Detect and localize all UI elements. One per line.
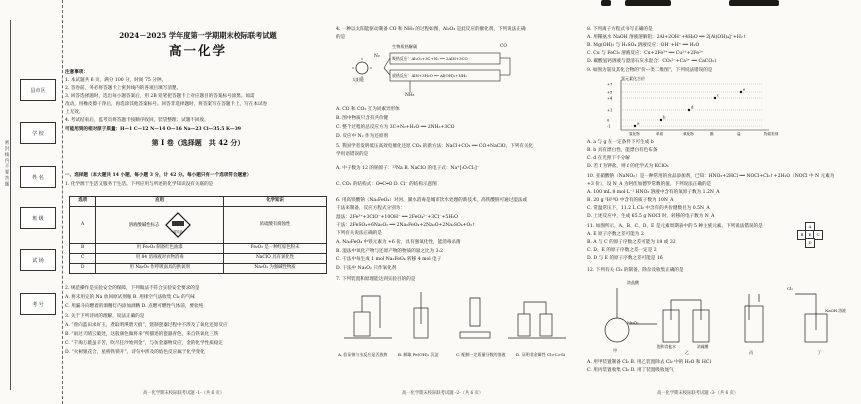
question-line: D. 碳酸氢钙溶液与澄清石灰水混合：CO₃²⁻+Ca²⁺ ══ CaCO₃↓ <box>587 59 718 64</box>
question-line: D. “火树银花合，星桥铁锁开”，诗句中涉及的焰色反应属于化学变化 <box>65 350 205 355</box>
table-cell: 用 84 消毒液对衣物消毒 <box>96 254 224 264</box>
q7-option: C. 配制一定质量分数的溶液 <box>456 352 506 357</box>
diagram-label: 生物质热解碳 <box>392 44 418 49</box>
chart-point <box>660 119 662 121</box>
corrosive-pictogram-icon <box>165 212 191 238</box>
question-9-valence-chart <box>603 76 779 136</box>
diagram-step: 吸热反应：Al₂O₃+3C+N₂ ══ 2AlN+3CO <box>392 56 468 61</box>
question-line: 6. 用高铁酸钠（Na₂FeO₄）对河、湖水消毒是城市饮水处理的新技术，高铁酸钠可通过湿法或 <box>336 198 528 203</box>
binding-strip <box>0 0 63 404</box>
grid-cell: A <box>805 222 815 232</box>
q7-option: D. 证明非金属性 Cl>C>Si <box>516 352 566 357</box>
question-line: 2. 规范操作是实验安全的保障，下列做法不符合实验安全要求的是 <box>65 286 200 291</box>
chart-tick-label: -1 <box>607 124 611 129</box>
question-line: 10. 亚硝酸钠（NaNO₂）是一种常用的食品添加剂，已知：HNO₂+2HCl ══ NOCl+Cl₂↑+2H₂O（NOCl 中 N 元素为 <box>587 174 835 179</box>
table-row <box>70 207 327 244</box>
page-footer: 高一化学期末校际联考试题 -1-（共 6 页） <box>143 391 225 396</box>
table-header: 应用 <box>96 197 224 207</box>
svg-text:腐蚀品: 腐蚀品 <box>172 230 183 234</box>
table-header: 化学知识 <box>224 197 327 207</box>
page-footer: 高一化学期末校际联考试题 -2-（共 6 页） <box>402 391 484 396</box>
apparatus-label: 浓硫酸 <box>697 344 709 349</box>
question-line: B. 20 g ¹H¹⁸O 中含有的质子数为 10N_A <box>587 198 674 203</box>
question-line: C. CO₂ 的结构式：O═C═O D. Cl⁻ 的结构示意图 <box>336 182 437 187</box>
grid-cell: E <box>805 230 815 240</box>
notes-heading: 注意事项： <box>65 70 88 75</box>
apparatus-label: 丙 <box>749 350 754 355</box>
question-line: A. CO 和 CO₂ 互为同素异形体 <box>336 107 400 112</box>
part1-intro: 一、选择题（本大题共 14 小题，每小题 3 分，计 42 分。每小题只有一个选项符合题意） <box>65 173 252 178</box>
table-header: 选项 <box>70 197 96 207</box>
chart-point-label: e <box>743 86 746 92</box>
question-line: 8. 下列离子方程式书写正确的是 <box>587 27 653 32</box>
question-line: 干法来制备，反应方程式分别为： <box>336 206 405 211</box>
table-row <box>70 254 327 264</box>
question-line: C. 干法中每生成 1 mol Na₂FeO₄ 转移 4 mol 电子 <box>336 257 442 262</box>
question-line: B. Mg(OH)₂ 与 H₂SO₄ 溶液反应：OH⁻+H⁺ ══ H₂O <box>587 43 700 48</box>
seal-note: 密 封 线 内 不 要 答 题 <box>4 140 9 187</box>
q7-option: A. 验证钠与水反应是否放热 <box>338 352 388 357</box>
question-line: A. E 原子序数之差可能为 2 <box>587 232 644 237</box>
diagram-label: N₂ <box>374 54 380 59</box>
question-line: A. 100 mL 8 mol·L⁻¹ HNO₂ 溶液中含有的氧原子数为 1.2N_A <box>587 190 720 195</box>
note-line: 1. 本试题共 6 页，满分 100 分，时间 75 分钟。 <box>65 78 167 83</box>
question-line: D. D 与 E 的原子序数之差可能是 16 <box>587 256 663 261</box>
table-cell: Na₂O₂ 为强碱性物质 <box>224 264 327 274</box>
grid-cell: B <box>797 230 807 240</box>
table-row <box>70 264 327 274</box>
question-1-table <box>69 196 327 274</box>
chart-tick-label: 0 <box>607 118 610 123</box>
question-1-stem: 1. 化学源于生活又服务于生活。下列应用与所述的化学知识没有关联的是 <box>65 182 214 187</box>
question-line: A. Na₂FeO₄ 中铁元素为 +6 价，具有强氧化性，能消毒杀菌 <box>336 240 461 245</box>
chart-point-label: d <box>691 104 694 110</box>
question-line: B. “雨过天晴云破处，这般颜色做将来”所描述的瓷器青色，来自铁氧化三铁 <box>65 332 219 337</box>
apparatus-label: Cl₂ <box>787 286 793 291</box>
question-line: 的是 <box>336 35 346 40</box>
question-12-apparatus <box>597 280 847 356</box>
apparatus-label: NaOH 溶液 <box>825 308 846 313</box>
diagram-label: NH₃ <box>405 93 415 98</box>
page-1 <box>65 0 331 404</box>
question-line: C. 用丙装置收集 Cl₂ D. 用丁装置吸收尾气 <box>587 368 674 373</box>
question-line: A. 中子数为 12 的钠原子：²³Na B. NaClO 的电子式：Na⁺[:O:Cl:]⁻ <box>336 166 480 171</box>
chart-category-label: 盐 <box>737 132 741 136</box>
scan-mark <box>601 0 611 6</box>
question-line: 9. 如图为氯及其化合物的“价—类二维图”，下列说法错误的是 <box>587 68 713 73</box>
question-line: 干法：2FeSO₄+6Na₂O₂ ══ 2Na₂FeO₄+2Na₂O+2Na₂SO₄+O₂↑ <box>336 223 476 228</box>
note-line: 4. 考试结束后，监考员将答题卡按顺序收回，装袋整理；试题不回收。 <box>65 118 209 123</box>
page-2 <box>336 0 580 404</box>
table-cell: A <box>70 207 96 244</box>
chart-tick-label: +4 <box>607 96 613 101</box>
question-line: 湿法：2Fe³⁺+3ClO⁻+10OH⁻ ══ 2FeO₄²⁻+3Cl⁻+5H₂O <box>336 215 458 220</box>
question-line: C. d 在光照下不分解 <box>587 156 630 161</box>
question-line: 11. 如图所示，A、B、C、D、E 是元素周期表中的 5 种主族元素，下列说法错误的是 <box>587 224 763 229</box>
note-line: 上无效。 <box>65 110 84 115</box>
grid-cell: C <box>813 230 823 240</box>
apparatus-label: 饱和食盐水 <box>657 344 676 349</box>
field-examno[interactable]: 考 号 <box>20 293 56 315</box>
question-line: 学用语错误的是 <box>336 152 369 157</box>
question-line: 7. 下列装置和原理能达到实验目的的是 <box>336 277 416 282</box>
chart-point-label: b <box>663 114 666 120</box>
chart-point <box>634 125 636 127</box>
chart-point <box>688 109 690 111</box>
table-cell: 浓硫酸有腐蚀性 <box>224 207 327 244</box>
question-line: D. 干法中 Na₂O₂ 只作氧化剂 <box>336 266 397 271</box>
q7-option: B. 制取 Fe(OH)₂ 沉淀 <box>398 352 439 357</box>
question-line: D. 若 f 为钾盐，则 f 的化学式为 KClO₃ <box>587 164 669 169</box>
field-school[interactable]: 学 校 <box>20 122 56 144</box>
question-4-diagram <box>350 44 514 102</box>
question-line: B. A 与 C 的原子序数之差可能为 18 或 32 <box>587 240 676 245</box>
exam-title: 2024－2025 学年度第一学期期末校际联考试题 <box>119 31 277 40</box>
note-line: 改动，用橡皮擦干净后，再选涂其他答案标号。回答非选择题时，将答案写在答题卡上，写在本试卷 <box>65 102 268 107</box>
chart-category-label: 单质 <box>656 132 664 136</box>
chart-point-label: a <box>637 120 640 126</box>
question-line: 5. 我国学者发明低压高效电催化还原 CO₂ 的新方法：NaCl+CO₂ ══ CO+NaClO。下列有关化 <box>336 144 534 149</box>
question-line: C. 用漏斗向燃着的酒精灯内添加酒精 D. 点燃可燃性气体前，要验纯 <box>65 304 204 309</box>
question-line: C. 整个过程的总反应方为 3C+N₂+H₂O ══ 2NH₃+3CO <box>336 125 455 130</box>
question-line: A. “曾向蓝田求好玉，煮取明瑛碧天痕”，烧制瓷器过程中不涉及了氧化还原反应 <box>65 323 228 328</box>
chart-point <box>714 97 716 99</box>
question-line: A. a 与 g 在一定条件下可生成 b <box>587 140 654 145</box>
question-line: C. “千淘万漉虽辛苦，吹尽狂沙始到金”，与仿金器物反应，金的化学性质稳定 <box>65 341 223 346</box>
chart-point <box>740 91 742 93</box>
diagram-label: 太阳能 <box>352 77 364 82</box>
question-line: 下列有关说法正确的是 <box>336 231 382 236</box>
question-7-apparatus <box>340 288 576 350</box>
subject-title: 高一化学 <box>168 43 227 58</box>
scan-mark <box>729 0 779 6</box>
part1-title: 第 Ⅰ 卷（选择题 共 42 分） <box>151 138 245 147</box>
diagram-label: CO <box>500 44 507 49</box>
apparatus-label: MnO₂ <box>627 320 639 325</box>
table-row <box>70 244 327 254</box>
question-line: C. Cu 与 FeCl₃ 溶液反应：Cu+2Fe³⁺ ══ Cu²⁺+2Fe²⁺ <box>587 51 704 56</box>
question-line: B. 图中物质只含有共价键 <box>336 116 389 121</box>
diagram-step: 放热反应：AlN+3H₂O ══ Al(OH)₃+NH₃ <box>392 73 467 78</box>
question-line: 12. 下列有关 Cl₂ 的制备，除杂及收集正确的是 <box>587 268 684 273</box>
table-cell: 用 Fe₂O₃ 制备红色油漆 <box>96 244 224 254</box>
table-cell: B <box>70 244 96 254</box>
field-county[interactable]: 县市区 <box>20 79 56 101</box>
scan-mark <box>625 0 671 6</box>
question-line: +3 价），设 N_A 为阿伏加德罗常数的值，下列说法正确的是 <box>587 182 712 187</box>
chart-category-label: 氧化物 <box>683 132 694 136</box>
apparatus-label: 丁 <box>817 350 822 355</box>
field-class[interactable]: 班 级 <box>20 207 56 229</box>
chart-category-label: 酸 <box>710 132 714 136</box>
chart-category-label: 氢化物 <box>629 132 640 136</box>
apparatus-label: 甲 <box>613 348 618 353</box>
chart-tick-label: +1 <box>607 108 613 113</box>
field-name[interactable]: 姓 名 <box>20 166 56 188</box>
chart-point-label: c <box>717 92 720 98</box>
chart-tick-label: +7 <box>607 82 613 87</box>
question-line: D. 上述反应中，生成 65.5 g NOCl 时，转移的电子数为 N_A <box>587 214 715 219</box>
page-footer: 高一化学期末校际联考试题 -3-（共 6 页） <box>657 391 739 396</box>
question-line: C. 常温常压下，11.2 L Cl₂ 中含有的共价键数目为 0.5N_A <box>587 206 710 211</box>
chart-ylabel: 氯元素化合价 <box>621 76 645 81</box>
field-room[interactable]: 试 场 <box>20 249 56 271</box>
question-line: 4. 一种以太阳能驱动制备 CO 和 NH₃ 的过程如图，Al₂O₃ 是此反应的催化剂，下列说法正确 <box>336 27 526 32</box>
table-cell: C <box>70 254 96 264</box>
question-line: B. 湿法中氧化产物与还原产物的物质的量之比为 3:2 <box>336 249 444 254</box>
note-line: 3. 回答选择题时，选出每小题答案后，用 2B 铅笔把答题卡上对应题目的答案标号涂黑。如需 <box>65 94 255 99</box>
table-cell <box>96 207 224 244</box>
table-cell: 用 Na₂O₂ 作呼吸面具的供氧剂 <box>96 264 224 274</box>
table-cell-text: 溶液酸碱性标志 <box>128 223 160 228</box>
question-line: A. 将未用完的 Na 放回原试剂瓶 B. 用排空气法收集 Cl₂ 的气味 <box>65 295 195 300</box>
apparatus-label: 乙 <box>685 350 690 355</box>
atomic-masses: 可能用到的相对原子质量：H—1 C—12 N—14 O—16 Na—23 Cl—35.5 K—39 <box>65 127 241 132</box>
note-line: 2. 答卷前，务必将答题卡上密封线内的各项目填写清楚。 <box>65 86 182 91</box>
question-line: B. b 具有漂白性，能漂白有色布条 <box>587 148 658 153</box>
question-line: A. 用甲装置制备 Cl₂ B. 用乙装置除去 Cl₂ 中的 H₂O 和 HCl <box>587 360 711 365</box>
chart-tick-label: +5 <box>607 90 613 95</box>
question-line: C. D、E 的原子序数之差一定是 2 <box>587 248 657 253</box>
grid-cell: D <box>805 238 815 248</box>
chart-category-label: 物质类别 <box>764 132 779 136</box>
seal-line <box>10 20 11 390</box>
question-line: D. 反应中 N₂ 作为还原剂 <box>336 134 388 139</box>
table-cell: NaClO 具有氧化性 <box>224 254 327 264</box>
table-cell: Fe₂O₃ 是一种红棕色粉末 <box>224 244 327 254</box>
question-line: 3. 关于下列诗词的理解，说法正确的是 <box>65 314 145 319</box>
table-cell: D <box>70 264 96 274</box>
page-3 <box>587 0 861 404</box>
question-line: A. 用稀氨水 NaOH 溶液溶解铝：2Al+2OH⁻+4H₂O ══ 2[Al(OH)₄]⁻+H₂↑ <box>587 35 747 40</box>
apparatus-label: 浓盐酸 <box>627 280 639 285</box>
